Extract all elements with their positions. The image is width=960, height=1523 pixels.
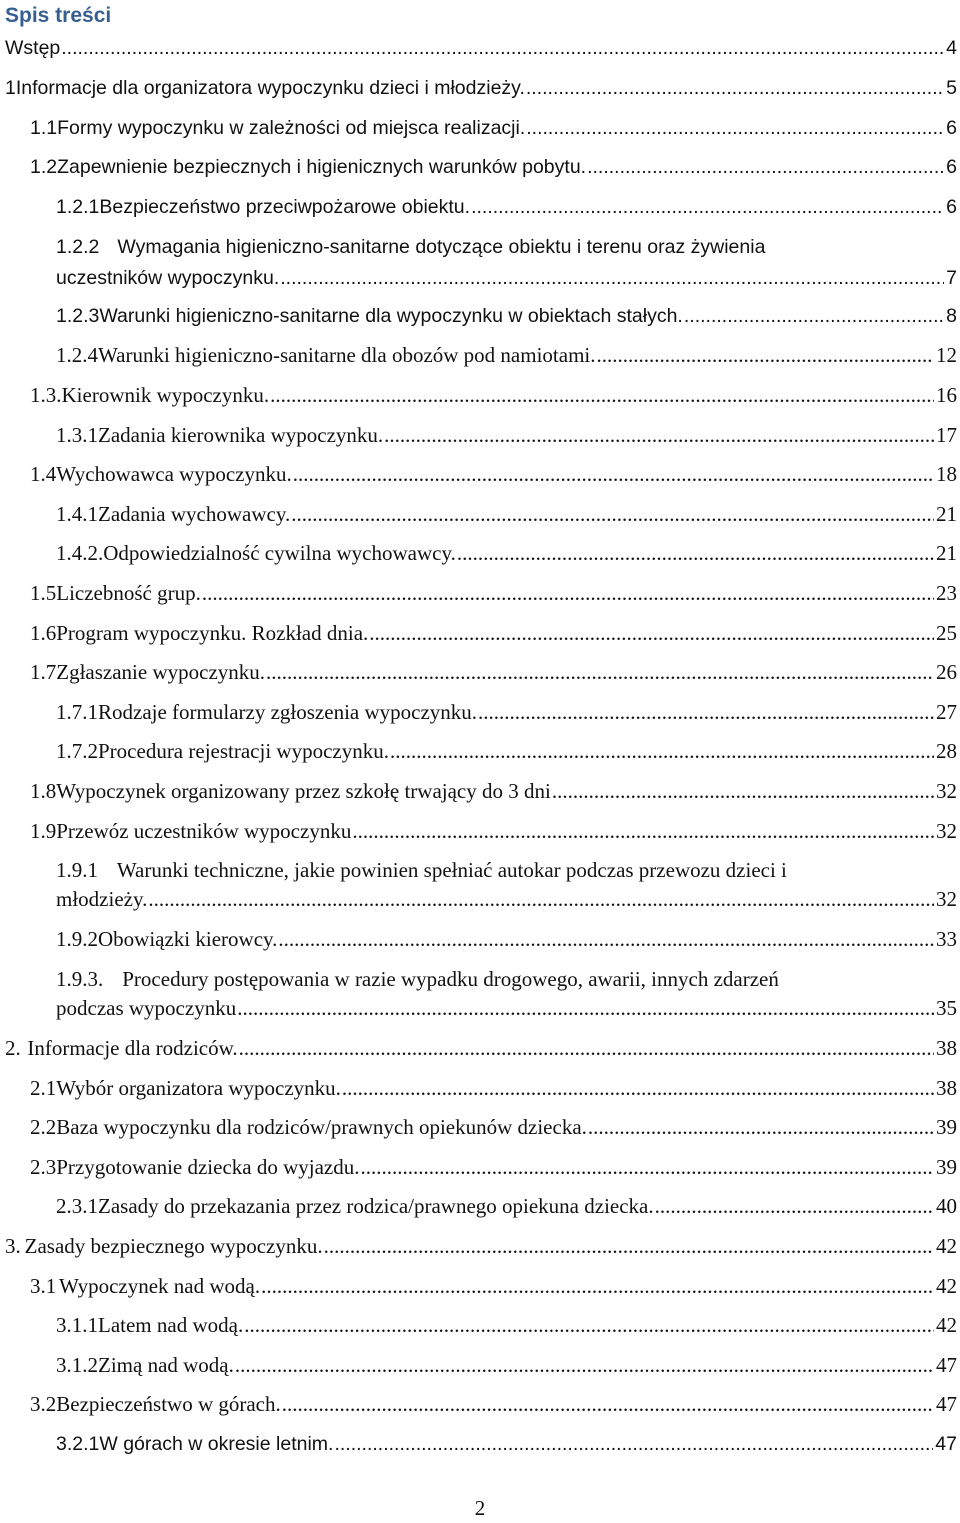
toc-entry-page: 21	[936, 541, 957, 565]
toc-entry[interactable]	[56, 1430, 960, 1459]
toc-entry[interactable]	[56, 421, 960, 450]
leader-dots	[61, 34, 944, 63]
toc-entry-text: Bezpieczeństwo przeciwpożarowe obiektu.	[99, 196, 471, 218]
leader-dots	[239, 1034, 934, 1063]
leader-dots	[588, 1113, 934, 1142]
toc-entry-text: Procedura rejestracji wypoczynku.	[98, 739, 389, 763]
toc-entry-text: Zimą nad wodą.	[98, 1353, 234, 1377]
leader-dots	[526, 74, 944, 103]
toc-entry[interactable]	[56, 698, 960, 727]
leader-dots	[293, 460, 934, 489]
toc-entry-page: 38	[936, 1076, 957, 1100]
toc-entry[interactable]	[56, 539, 960, 568]
toc-entry[interactable]	[30, 777, 960, 806]
toc-entry-text: Kierownik wypoczynku.	[61, 383, 270, 407]
toc-entry-number: 1.9.1	[56, 858, 98, 882]
leader-dots	[342, 1074, 934, 1103]
toc-entry-text: Odpowiedzialność cywilna wychowawcy.	[103, 541, 456, 565]
toc-entry-text: Zadania kierownika wypoczynku.	[98, 423, 384, 447]
toc-entry-page: 12	[936, 343, 957, 367]
leader-dots	[457, 539, 934, 568]
toc-entry-number: 2.3.1	[56, 1194, 98, 1218]
toc-entry-number: 1.6	[30, 621, 57, 645]
toc-entry-text: W górach w okresie letnim.	[99, 1433, 334, 1455]
toc-entry[interactable]	[30, 579, 960, 608]
toc-entry-text: Przygotowanie dziecka do wyjazdu.	[56, 1155, 360, 1179]
toc-entry[interactable]	[30, 460, 960, 489]
leader-dots	[587, 153, 944, 182]
toc-entry[interactable]	[56, 1351, 960, 1380]
toc-entry-page: 5	[946, 77, 957, 99]
toc-entry-number: 1.2	[30, 156, 58, 178]
toc-entry[interactable]	[5, 1034, 960, 1063]
toc-entry-page: 39	[936, 1115, 957, 1139]
toc-entry-text: Przewóz uczestników wypoczynku	[56, 819, 352, 843]
leader-dots	[291, 500, 934, 529]
toc-entry-text: Informacje dla organizatora wypoczynku dzieci i młodzieży.	[15, 77, 525, 99]
toc-entry-number: 1.4	[30, 462, 57, 486]
toc-entry-page: 32	[936, 779, 957, 803]
toc-entry-number: 1.3.1	[56, 423, 98, 447]
leader-dots	[390, 737, 934, 766]
toc-entry-number: 3.2	[30, 1392, 57, 1416]
toc-entry[interactable]	[56, 737, 960, 766]
toc-entry-number: 2.	[5, 1036, 21, 1060]
toc-entry[interactable]	[30, 619, 960, 648]
toc-entry-page: 40	[936, 1194, 957, 1218]
toc-entry-number: 1.7	[30, 660, 57, 684]
toc-entry-text: Baza wypoczynku dla rodziców/prawnych opiekunów dziecka.	[56, 1115, 587, 1139]
toc-entry[interactable]	[56, 302, 960, 331]
toc-entry-page: 33	[936, 927, 957, 951]
toc-entry-page: 6	[946, 156, 957, 178]
toc-entry-page: 6	[946, 196, 957, 218]
toc-entry-text: Obowiązki kierowcy.	[98, 927, 278, 951]
toc-entry[interactable]	[56, 856, 960, 914]
toc-entry-page: 47	[936, 1392, 957, 1416]
toc-entry-text: Zapewnienie bezpiecznych i higienicznych warunków pobytu.	[57, 156, 587, 178]
toc-entry-text: Wymagania higieniczno-sanitarne dotyczące obiektu i terenu oraz żywienia	[117, 236, 766, 258]
toc-entry-number: 3.	[5, 1234, 21, 1258]
toc-entry[interactable]	[30, 1153, 960, 1182]
toc-entry-number: 1.4.1	[56, 502, 98, 526]
toc-entry-text: Bezpieczeństwo w górach.	[56, 1392, 281, 1416]
leader-dots	[369, 619, 934, 648]
toc-entry[interactable]	[56, 925, 960, 954]
toc-entry[interactable]	[30, 1074, 960, 1103]
toc-entry-text-cont: młodzieży.	[56, 887, 148, 911]
toc-entry-page: 8	[946, 305, 957, 327]
toc-entry-number: 1.3.	[30, 383, 62, 407]
toc-entry-number: 1.5	[30, 581, 57, 605]
toc-entry-page: 32	[936, 819, 957, 843]
toc-entry-number: 1.4.2.	[56, 541, 104, 565]
leader-dots	[360, 1153, 934, 1182]
toc-entry[interactable]	[30, 1390, 960, 1419]
toc-entry[interactable]	[56, 500, 960, 529]
toc-entry-page: 42	[936, 1313, 957, 1337]
toc-entry-page: 28	[936, 739, 957, 763]
leader-dots	[235, 1351, 934, 1380]
leader-dots	[237, 994, 934, 1023]
toc-entry-number: 2.1	[30, 1076, 57, 1100]
toc-entry-number: 3.1.2	[56, 1353, 98, 1377]
leader-dots	[261, 1272, 934, 1301]
toc-entry-text: Warunki higieniczno-sanitarne dla obozów pod namiotami.	[98, 343, 596, 367]
toc-entry-page: 16	[936, 383, 957, 407]
toc-entry-number: 3.1.1	[56, 1313, 98, 1337]
toc-entry-text: Formy wypoczynku w zależności od miejsca realizacji.	[57, 117, 526, 139]
toc-entry-number: 2.2	[30, 1115, 57, 1139]
toc-entry-text: Zasady do przekazania przez rodzica/prawnego opiekuna dziecka.	[98, 1194, 654, 1218]
toc-entry-text: Warunki higieniczno-sanitarne dla wypoczynku w obiektach stałych.	[99, 305, 683, 327]
toc-entry[interactable]	[56, 193, 960, 222]
toc-entry-text: Warunki techniczne, jakie powinien spełniać autokar podczas przewozu dzieci i	[116, 858, 787, 882]
leader-dots	[280, 264, 944, 293]
leader-dots	[684, 302, 944, 331]
leader-dots	[552, 777, 934, 806]
leader-dots	[282, 1390, 934, 1419]
toc-entry[interactable]	[30, 153, 960, 182]
toc-entry-text-cont: uczestników wypoczynku.	[56, 267, 280, 289]
toc-entry-page: 42	[936, 1274, 957, 1298]
toc-entry-page: 18	[936, 462, 957, 486]
toc-entry-page: 23	[936, 581, 957, 605]
toc-entry-page: 7	[946, 267, 957, 289]
toc-entry-number: 1.7.1	[56, 700, 98, 724]
toc-entry-page: 6	[946, 117, 957, 139]
toc-entry[interactable]	[56, 341, 960, 370]
toc-entry[interactable]	[30, 114, 960, 143]
toc-entry-page: 21	[936, 502, 957, 526]
toc-entry-text: Zasady bezpiecznego wypoczynku.	[24, 1234, 323, 1258]
leader-dots	[471, 193, 944, 222]
toc-entry-text-cont: podczas wypoczynku	[56, 996, 237, 1020]
toc-entry[interactable]	[30, 658, 960, 687]
leader-dots	[266, 658, 934, 687]
toc-entry-number: 1.9	[30, 819, 57, 843]
toc-entry-number: 1.9.2	[56, 927, 98, 951]
toc-entry-page: 27	[936, 700, 957, 724]
toc-entry-text: Zadania wychowawcy.	[98, 502, 291, 526]
toc-entry-text: Program wypoczynku. Rozkład dnia.	[56, 621, 369, 645]
toc-entry-page: 4	[946, 37, 957, 59]
toc-entry[interactable]	[30, 1113, 960, 1142]
leader-dots	[655, 1192, 934, 1221]
toc-entry-number: 1.9.3.	[56, 967, 104, 991]
toc-entry-page: 17	[936, 423, 957, 447]
leader-dots	[526, 114, 944, 143]
toc-entry[interactable]	[56, 1192, 960, 1221]
toc-entry[interactable]	[5, 74, 960, 103]
leader-dots	[352, 817, 934, 846]
toc-entry-page: 25	[936, 621, 957, 645]
toc-entry-number: 1.8	[30, 779, 57, 803]
toc-entry-text: Wychowawca wypoczynku.	[56, 462, 292, 486]
toc-entry-text: Wybór organizatora wypoczynku.	[56, 1076, 341, 1100]
toc-entry-number: 1.2.3	[56, 305, 100, 327]
toc-entry[interactable]	[56, 965, 960, 1023]
toc-entry-number: 1	[5, 77, 16, 99]
leader-dots	[324, 1232, 934, 1261]
leader-dots	[478, 698, 934, 727]
toc-entry-text: Latem nad wodą.	[98, 1313, 244, 1337]
toc-entry[interactable]	[5, 34, 960, 63]
toc-entry-page: 26	[936, 660, 957, 684]
toc-entry-page: 47	[935, 1433, 957, 1455]
toc-entry-text: Informacje dla rodziców.	[27, 1036, 238, 1060]
toc-entry-text: Wypoczynek nad wodą.	[59, 1274, 261, 1298]
leader-dots	[597, 341, 935, 370]
toc-entry-number: 2.3	[30, 1155, 57, 1179]
page-number: 2	[474, 1496, 486, 1520]
leader-dots	[270, 381, 934, 410]
toc-entry-text: Wstęp	[5, 37, 61, 59]
toc-entry-page: 35	[936, 996, 957, 1020]
leader-dots	[244, 1311, 934, 1340]
leader-dots	[148, 885, 934, 914]
toc-entry[interactable]	[30, 381, 960, 410]
toc-entry[interactable]	[5, 1232, 960, 1261]
toc-entry-page: 39	[936, 1155, 957, 1179]
toc-entry-text: Liczebność grup.	[56, 581, 201, 605]
toc-entry[interactable]	[56, 1311, 960, 1340]
toc-entry[interactable]	[30, 1272, 960, 1301]
toc-entry-page: 32	[936, 887, 957, 911]
toc-entry-page: 42	[936, 1234, 957, 1258]
toc-entry[interactable]	[56, 233, 960, 293]
toc-entry-text: Procedury postępowania w razie wypadku drogowego, awarii, innych zdarzeń	[122, 967, 779, 991]
toc-entry-text: Wypoczynek organizowany przez szkołę trwający do 3 dni	[56, 779, 551, 803]
toc-entry-page: 47	[936, 1353, 957, 1377]
leader-dots	[278, 925, 934, 954]
toc-title: Spis treści	[5, 4, 112, 27]
toc-entry-number: 1.2.2	[56, 236, 100, 258]
toc-entry-text: Rodzaje formularzy zgłoszenia wypoczynku.	[98, 700, 478, 724]
leader-dots	[334, 1430, 933, 1459]
leader-dots	[202, 579, 934, 608]
toc-entry-number: 3.1	[30, 1274, 57, 1298]
toc-entry-number: 1.2.1	[56, 196, 100, 218]
toc-entry[interactable]	[30, 817, 960, 846]
toc-entry-number: 1.1	[30, 117, 58, 139]
toc-entry-number: 3.2.1	[56, 1433, 100, 1455]
toc-entry-number: 1.7.2	[56, 739, 98, 763]
toc-entry-page: 38	[936, 1036, 957, 1060]
toc-entry-number: 1.2.4	[56, 343, 98, 367]
leader-dots	[384, 421, 934, 450]
toc-entry-text: Zgłaszanie wypoczynku.	[56, 660, 266, 684]
